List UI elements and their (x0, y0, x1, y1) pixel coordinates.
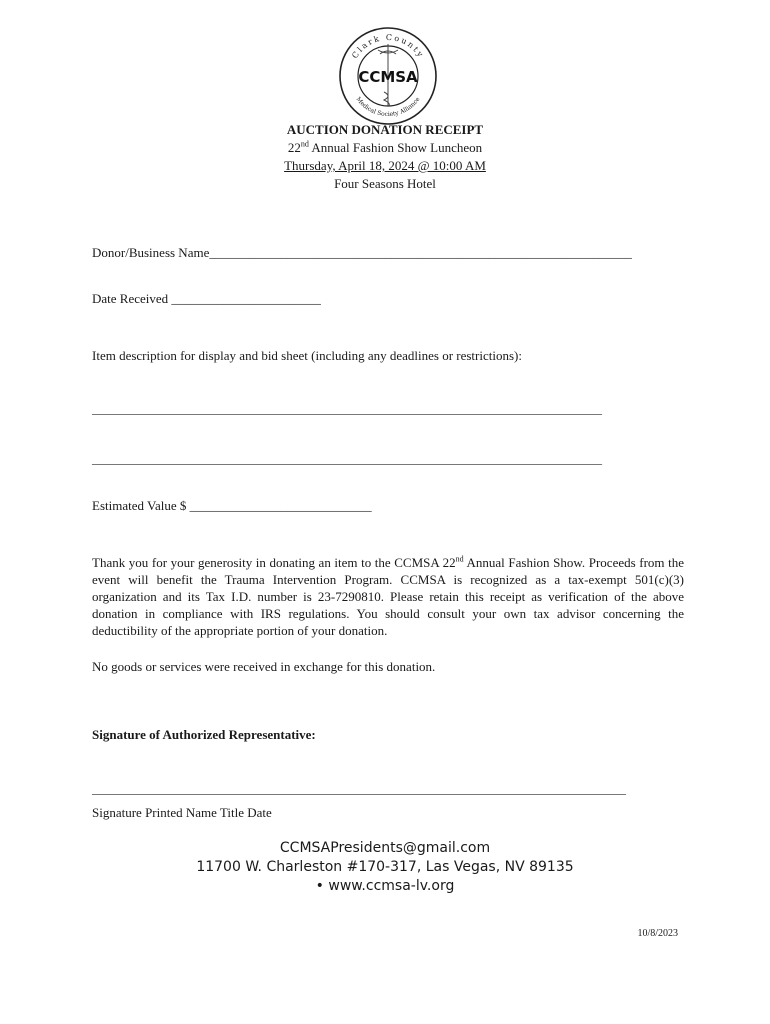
item-description-line-1[interactable]: _____________________________________________________________________________________ (92, 402, 602, 416)
logo-text: CCMSA (358, 68, 418, 86)
event-venue: Four Seasons Hotel (334, 176, 436, 191)
svg-text:Clark County: Clark County (350, 32, 426, 61)
estimated-value-field[interactable]: Estimated Value $ ____________________________ (92, 498, 372, 513)
signature-caption: Signature Printed Name Title Date (92, 805, 272, 820)
donor-name-field[interactable]: Donor/Business Name_________________________________________________________________ (92, 245, 632, 260)
ccmsa-logo (338, 26, 438, 126)
footer-email: CCMSAPresidents@gmail.com (279, 840, 491, 856)
date-received-field[interactable]: Date Received _______________________ (92, 291, 321, 306)
thank-you-paragraph: Thank you for your generosity in donating an item to the CCMSA 22nd Annual Fashion Show. Proceeds from the event will benefit the Trauma Intervention Program. CCMSA is recognized as a tax-exempt 501(c)(3) organization and its Tax I.D. number is 23-7290810. Please retain this receipt as verification of the above donation in compliance with IRS regulations. You should consult your own tax advisor concerning the deductibility of the appropriate portion of your donation. (92, 554, 684, 638)
signature-title: Signature of Authorized Representative: (92, 727, 316, 742)
footer-website: • www.ccmsa-lv.org (315, 878, 455, 894)
event-datetime: Thursday, April 18, 2024 @ 10:00 AM (284, 158, 486, 173)
item-description-line-2[interactable]: _____________________________________________________________________________________ (92, 452, 602, 466)
item-description-label: Item description for display and bid sheet (including any deadlines or restrictions): (92, 348, 522, 363)
event-name: 22nd Annual Fashion Show Luncheon (287, 139, 483, 155)
receipt-title: AUCTION DONATION RECEIPT (286, 122, 484, 137)
signature-line[interactable]: _________________________________________________________________________________________ (92, 782, 626, 796)
document-date: 10/8/2023 (637, 928, 678, 939)
no-goods-statement: No goods or services were received in exchange for this donation. (92, 659, 436, 674)
footer-address: 11700 W. Charleston #170-317, Las Vegas, NV 89135 (196, 859, 574, 875)
svg-text:Medical Society Alliance: Medical Society Alliance (354, 95, 422, 119)
